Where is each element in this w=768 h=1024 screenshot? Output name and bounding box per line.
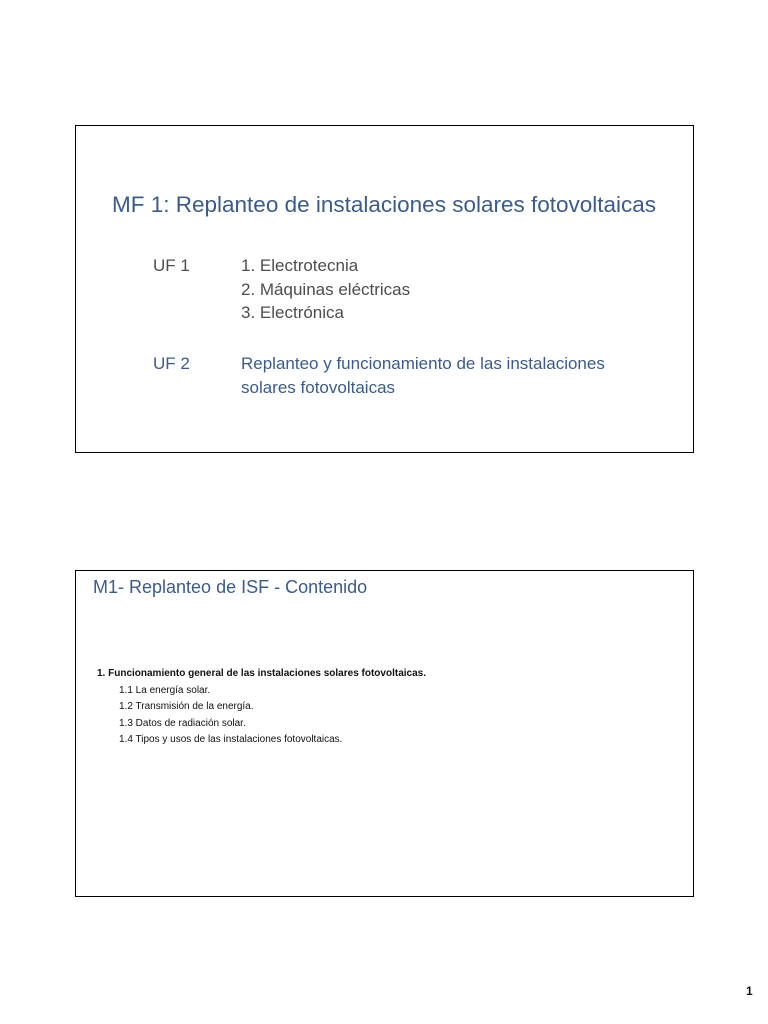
contents-section: 1. Funcionamiento general de las instalaciones solares fotovoltaicas. xyxy=(97,668,426,679)
uf1-item: 1. Electrotecnia xyxy=(241,256,359,275)
slide-1-title: MF 1: Replanteo de instalaciones solares fotovoltaicas xyxy=(112,192,657,217)
uf1-item: 2. Máquinas eléctricas xyxy=(241,279,411,299)
contents-item: 1.4 Tipos y usos de las instalaciones fotovoltaicas. xyxy=(119,734,343,745)
slide-2-title: M1- Replanteo de ISF - Contenido xyxy=(93,577,368,597)
contents-item: 1.2 Transmisión de la energía. xyxy=(119,701,254,712)
uf2-block xyxy=(153,352,653,402)
uf1-label: UF 1 xyxy=(153,256,190,275)
contents-item: 1.1 La energía solar. xyxy=(119,684,211,696)
uf2-description xyxy=(241,352,605,399)
uf1-block xyxy=(153,254,653,329)
uf2-label: UF 2 xyxy=(153,354,190,373)
contents-list xyxy=(97,666,426,749)
uf1-items xyxy=(241,254,410,325)
uf2-line: solares fotovoltaicas xyxy=(241,377,396,397)
uf2-line: Replanteo y funcionamiento de las instalaciones xyxy=(241,354,605,373)
slide-1 xyxy=(75,125,694,453)
page-number: 1 xyxy=(746,984,753,998)
contents-item: 1.3 Datos de radiación solar. xyxy=(119,717,246,729)
uf1-item: 3. Electrónica xyxy=(241,303,344,322)
slide-2 xyxy=(75,570,694,897)
